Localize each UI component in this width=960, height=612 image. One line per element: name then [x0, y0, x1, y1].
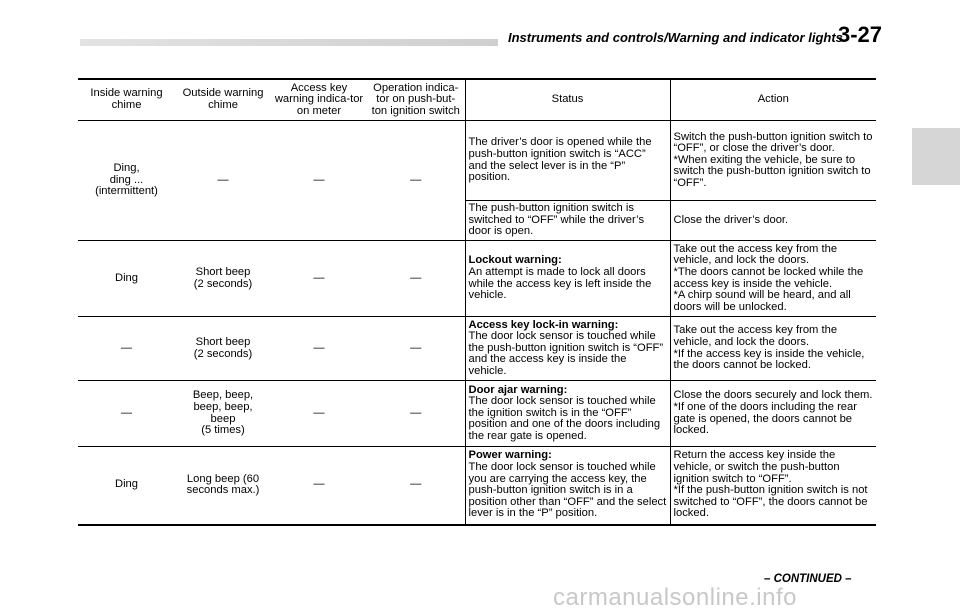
col-header: Action — [670, 79, 876, 121]
outside-chime-cell — [175, 317, 271, 381]
col-header: Access key warning indica-tor on meter — [271, 79, 367, 121]
status-cell — [465, 381, 670, 447]
outside-chime-cell — [175, 241, 271, 317]
outside-chime-cell — [175, 121, 271, 241]
table-row — [78, 241, 876, 317]
header-rule — [80, 39, 498, 46]
outside-chime-cell — [175, 447, 271, 525]
status-text: The push-button ignition switch is switched to “OFF” while the driver’s door is open. — [468, 202, 645, 238]
switch-indicator-cell — [367, 447, 465, 525]
warning-heading: Power warning: — [468, 449, 552, 462]
outside-chime-cell-text: — — [217, 173, 229, 186]
action-cell-text: Close the doors securely and lock them. *If one of the doors including the rear gate is opened, the doors cannot be locked. — [673, 389, 873, 437]
inside-chime-cell — [78, 317, 175, 381]
table-row — [78, 381, 876, 447]
meter-indicator-cell — [271, 241, 367, 317]
meter-indicator-cell-text: — — [313, 406, 325, 419]
meter-indicator-cell-text: — — [313, 341, 325, 354]
inside-chime-cell-text: — — [120, 406, 133, 419]
outside-chime-cell — [175, 381, 271, 447]
inside-chime-cell — [78, 121, 175, 241]
inside-chime-cell — [78, 447, 175, 525]
inside-chime-cell-text: Ding — [114, 478, 138, 491]
section-title: Instruments and controls/Warning and indicator lights — [508, 30, 843, 45]
meter-indicator-cell-text: — — [313, 173, 325, 186]
table-row — [78, 317, 876, 381]
action-cell — [670, 241, 876, 317]
inside-chime-cell — [78, 381, 175, 447]
outside-chime-cell-text: Short beep (2 seconds) — [193, 265, 253, 290]
outside-chime-cell-text: Long beep (60 seconds max.) — [186, 472, 260, 497]
status-text: The door lock sensor is touched while the push-button ignition switch is “OFF” and the access key is inside the vehicle. — [468, 330, 664, 377]
col-header: Outside warning chime — [175, 79, 271, 121]
meter-indicator-cell-text: — — [313, 271, 325, 284]
status-text: The door lock sensor is touched while you are carrying the access key, the push-button ignition switch is in a position other than “OFF” and the select lever is in the “P” position. — [468, 461, 667, 520]
action-cell — [670, 447, 876, 525]
switch-indicator-cell-text: — — [410, 341, 422, 354]
switch-indicator-cell-text: — — [410, 478, 422, 491]
meter-indicator-cell — [271, 317, 367, 381]
action-cell — [670, 317, 876, 381]
status-cell — [465, 121, 670, 201]
warning-heading: Access key lock-in warning: — [468, 318, 619, 331]
col-header: Operation indica-tor on push-but-ton ignition switch — [367, 79, 465, 121]
action-cell-text: Take out the access key from the vehicle, and lock the doors. *The doors cannot be locked while the access key is inside the vehicle. *A chirp sound will be heard, and all doors will be unlocked. — [673, 242, 864, 313]
meter-indicator-cell — [271, 381, 367, 447]
action-cell-text: Take out the access key from the vehicle, and lock the doors. *If the access key is inside the vehicle, the doors cannot be locked. — [673, 324, 865, 372]
switch-indicator-cell — [367, 121, 465, 241]
action-cell-text: Return the access key inside the vehicle, or switch the push-button ignition switch to “OFF”. *If the push-button ignition switch is not switched to “OFF”, the doors cannot be locked. — [673, 449, 868, 520]
switch-indicator-cell-text: — — [410, 271, 422, 284]
table-row — [78, 121, 876, 201]
warning-chime-table — [78, 78, 876, 526]
chapter-tab — [912, 128, 960, 185]
status-text: The door lock sensor is touched while the ignition switch is in the “OFF” position and one of the doors including the rear gate is opened. — [468, 395, 661, 442]
table-header-row — [78, 79, 876, 121]
table-row — [78, 447, 876, 525]
col-header: Status — [465, 79, 670, 121]
switch-indicator-cell-text: — — [410, 406, 422, 419]
action-cell-text: Switch the push-button ignition switch to “OFF”, or close the driver’s door. *When exiting the vehicle, be sure to switch the push-button ignition switch to “OFF”. — [673, 130, 873, 189]
action-cell — [670, 201, 876, 241]
switch-indicator-cell — [367, 381, 465, 447]
switch-indicator-cell-text: — — [410, 173, 422, 186]
status-text: The driver’s door is opened while the push-button ignition switch is “ACC” and the select lever is in the “P” position. — [468, 136, 652, 184]
inside-chime-cell-text: Ding, ding ... (intermittent) — [95, 162, 158, 198]
switch-indicator-cell — [367, 241, 465, 317]
action-cell — [670, 121, 876, 201]
status-cell — [465, 447, 670, 525]
page-number: 3-27 — [838, 22, 883, 47]
outside-chime-cell-text: Beep, beep, beep, beep, beep (5 times) — [192, 389, 254, 437]
meter-indicator-cell — [271, 121, 367, 241]
continued-label: – CONTINUED – — [764, 573, 852, 585]
outside-chime-cell-text: Short beep (2 seconds) — [193, 335, 253, 360]
inside-chime-cell-text: — — [120, 341, 133, 354]
status-text: An attempt is made to lock all doors while the access key is left inside the vehicle. — [468, 265, 652, 302]
status-cell — [465, 241, 670, 317]
status-cell — [465, 317, 670, 381]
meter-indicator-cell — [271, 447, 367, 525]
switch-indicator-cell — [367, 317, 465, 381]
watermark: carmanualsonline.info — [553, 584, 797, 611]
meter-indicator-cell-text: — — [313, 478, 325, 491]
action-cell-text: Close the driver’s door. — [673, 213, 789, 226]
inside-chime-cell — [78, 241, 175, 317]
col-header: Inside warning chime — [78, 79, 175, 121]
warning-heading: Door ajar warning: — [468, 383, 568, 396]
inside-chime-cell-text: Ding — [114, 271, 138, 284]
warning-heading: Lockout warning: — [468, 254, 562, 267]
action-cell — [670, 381, 876, 447]
table-body — [78, 121, 876, 525]
status-cell — [465, 201, 670, 241]
